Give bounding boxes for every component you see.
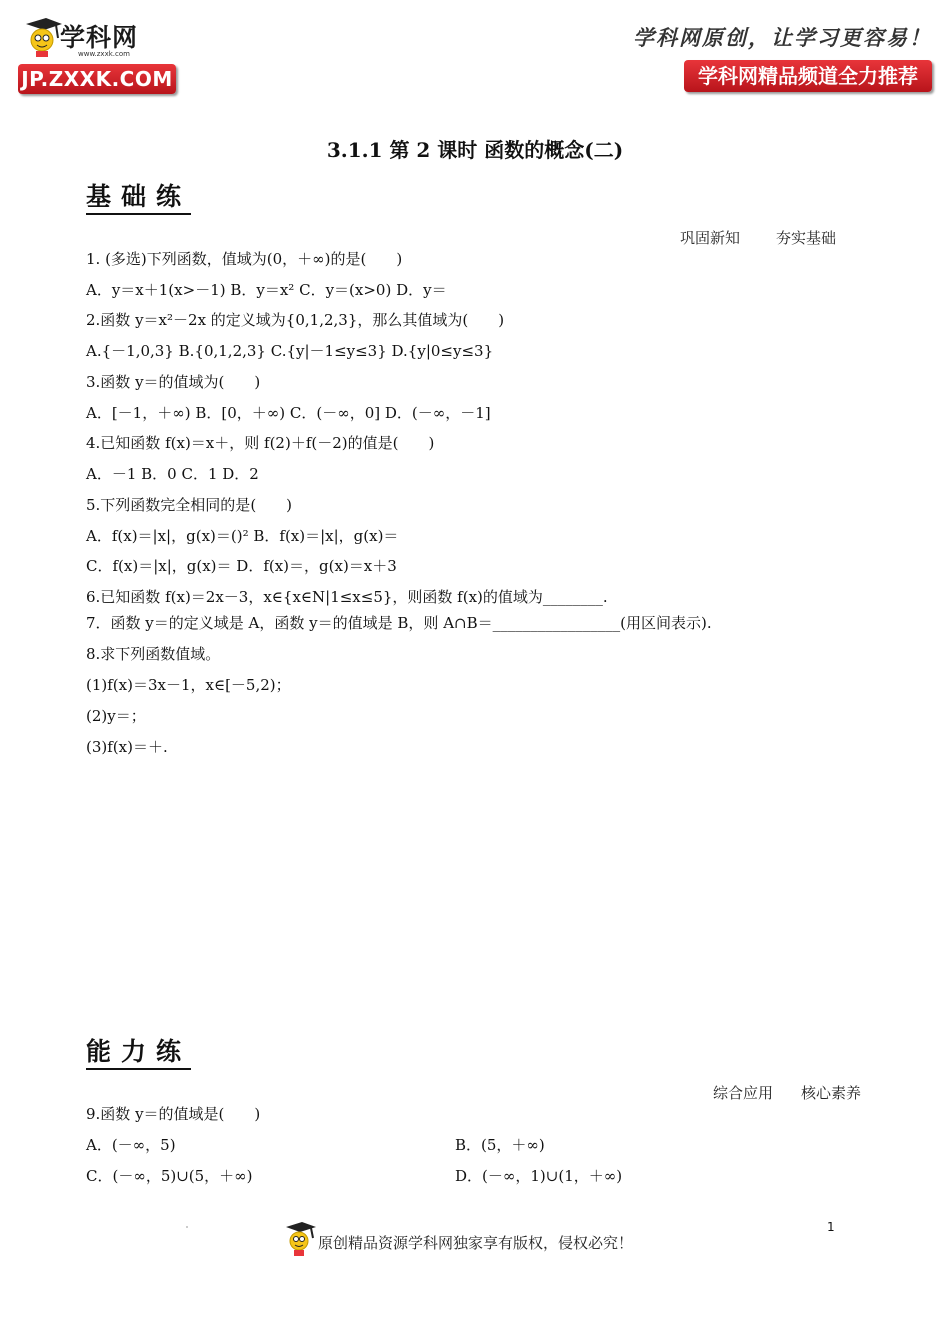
- question-line: A．[－1，＋∞) B．[0，＋∞) C．(－∞，0] D．(－∞，－1]: [86, 404, 491, 422]
- question-line: 5.下列函数完全相同的是( ): [86, 496, 293, 514]
- mascot-icon: [284, 1220, 316, 1260]
- question-line: 4.已知函数 f(x)＝x＋，则 f(2)＋f(－2)的值是( ): [86, 434, 435, 452]
- question-line: (2)y＝；: [86, 707, 146, 725]
- question-line: A.{－1,0,3} B.{0,1,2,3} C.{y|－1≤y≤3} D.{y|0≤y≤3}: [86, 342, 494, 360]
- question-stem: 9.函数 y＝的值域是( ): [86, 1105, 261, 1123]
- page-title: 3.1.1 第 2 课时 函数的概念(二): [326, 138, 624, 162]
- section-tag: 夯实基础: [776, 229, 837, 247]
- question-line: (3)f(x)＝＋.: [86, 738, 168, 756]
- question-line: A．f(x)＝|x|，g(x)＝()² B．f(x)＝|x|，g(x)＝: [86, 527, 399, 545]
- mascot-icon: [22, 16, 62, 60]
- page-number: 1: [827, 1220, 835, 1234]
- option-b: B．(5，＋∞): [455, 1136, 545, 1154]
- question-line: 2.函数 y＝x²－2x 的定义域为{0,1,2,3}，那么其值域为( ): [86, 311, 505, 329]
- option-c: C．(－∞，5)∪(5，＋∞): [86, 1167, 253, 1185]
- copyright-text: 原创精品资源学科网独家享有版权，侵权必究！: [318, 1234, 634, 1252]
- question-line: 1. (多选)下列函数，值域为(0，＋∞)的是( ): [86, 250, 403, 268]
- option-a: A．(－∞，5): [86, 1136, 176, 1154]
- question-line: A．y＝x＋1(x>－1) B．y＝x² C．y＝(x>0) D．y＝: [86, 281, 447, 299]
- section-tag: 巩固新知: [680, 229, 741, 247]
- question-line: C．f(x)＝|x|，g(x)＝ D．f(x)＝，g(x)＝x＋3: [86, 557, 397, 575]
- question-line: 6.已知函数 f(x)＝2x－3，x∈{x∈N|1≤x≤5}，则函数 f(x)的值域为________.: [86, 588, 608, 606]
- divider-dot: [186, 1226, 188, 1228]
- question-line: A．－1 B．0 C．1 D．2: [86, 465, 259, 483]
- option-d: D．(－∞，1)∪(1，＋∞): [455, 1167, 623, 1185]
- brand-name: 学科网: [60, 23, 139, 52]
- zxxk-logo: [18, 16, 180, 98]
- question-line: 3.函数 y＝的值域为( ): [86, 373, 261, 391]
- brand-url: www.zxxk.com: [78, 50, 130, 58]
- question-line: (1)f(x)＝3x－1，x∈[－5,2)；: [86, 676, 291, 694]
- slogan: 学科网原创，让学习更容易！: [633, 25, 932, 50]
- section-tag: 综合应用: [713, 1084, 774, 1102]
- section-heading-basic: 基础练: [86, 182, 191, 215]
- section-heading-ability: 能力练: [86, 1037, 191, 1070]
- question-line: 8.求下列函数值域。: [86, 645, 221, 663]
- recommend-badge: 学科网精品频道全力推荐: [684, 60, 932, 92]
- jp-url-badge: JP.ZXXK.COM: [18, 64, 176, 94]
- question-line: 7．函数 y＝的定义域是 A，函数 y＝的值域是 B，则 A∩B＝_________________(用区间表示).: [86, 614, 712, 632]
- section-tag: 核心素养: [801, 1084, 862, 1102]
